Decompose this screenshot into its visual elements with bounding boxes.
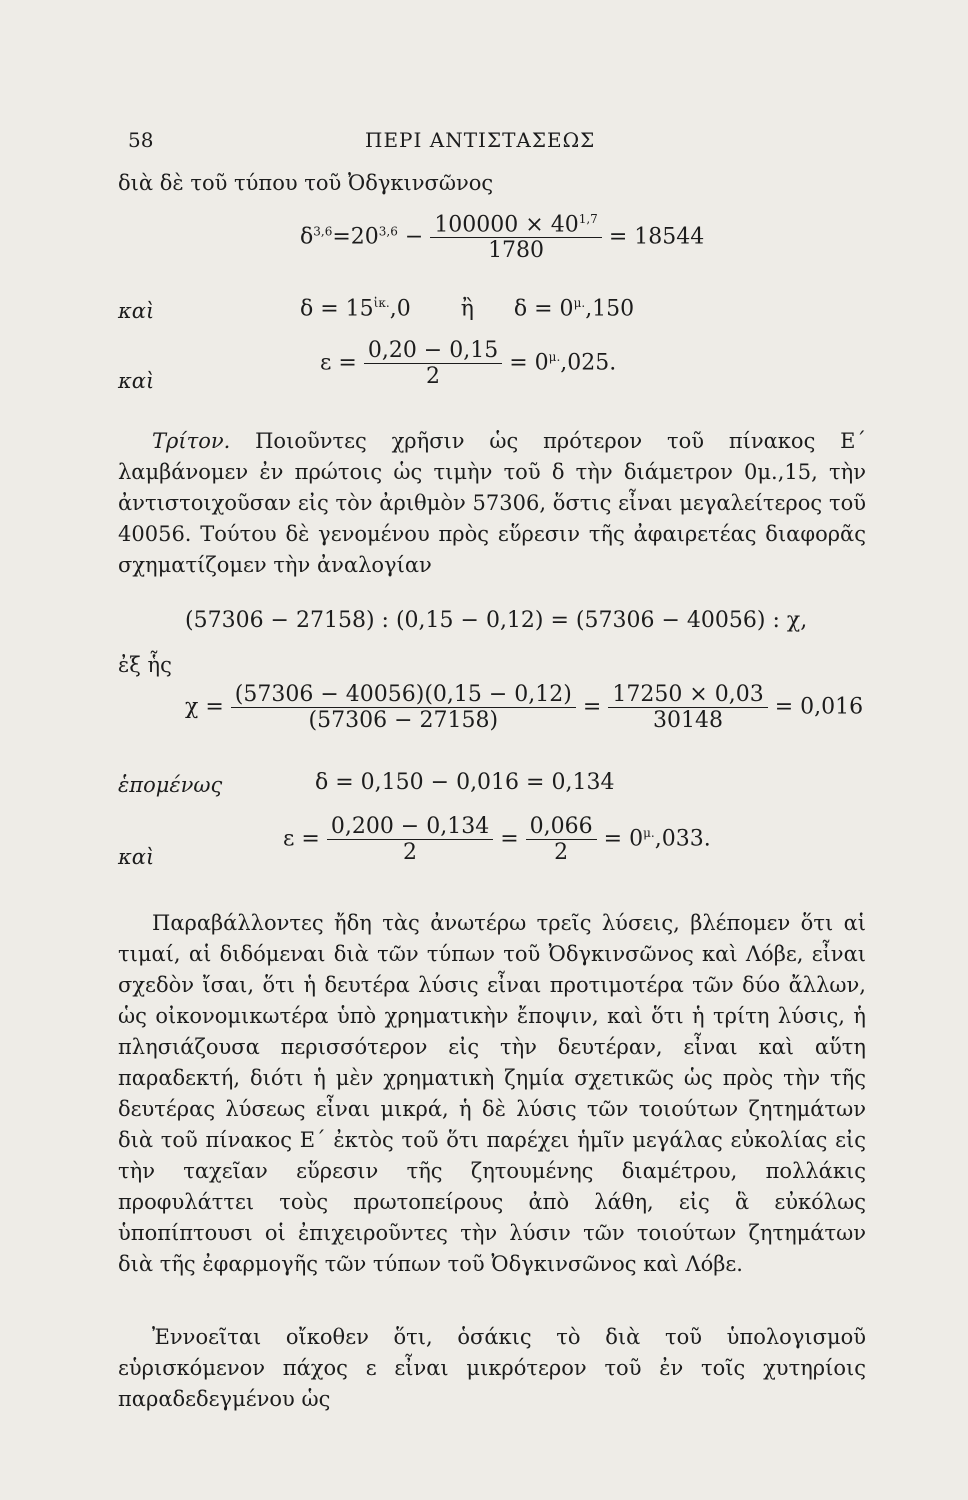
intro-line: διὰ δὲ τοῦ τύπου τοῦ Ὀδγκινσῶνος	[118, 171, 494, 195]
eq1-eq-sign: =	[332, 224, 351, 250]
eq7-result-tail: ,033.	[654, 826, 711, 852]
eq7-fraction-1	[327, 814, 493, 865]
paragraph-third-text: Ποιοῦντες χρῆσιν ὡς πρότερον τοῦ πίνακος Ε΄ λαμβάνομεν ἐν πρώτοις ὡς τιμὴν τοῦ δ τὴν διάμετρον 0μ.,15, τὴν ἀντιστοιχοῦσαν εἰς τὸν ἀριθμὸν 57306, ὅστις εἶναι μεγαλείτερος τοῦ 40056. Τούτου δὲ γενομένου πρὸς εὕρεσιν τῆς ἀφαιρετέας διαφορᾶς σχηματίζομεν τὴν ἀναλογίαν	[118, 429, 866, 577]
equation-1	[300, 212, 704, 263]
eq1-minus: −	[404, 224, 424, 250]
eq7-denominator-1: 2	[403, 840, 418, 865]
eq3-lhs: ε =	[320, 350, 357, 376]
eq3-fraction	[364, 338, 502, 389]
eq3-denominator: 2	[426, 364, 441, 389]
eq7-eq: =	[500, 826, 519, 852]
eq2-right: δ = 0	[513, 296, 574, 322]
paragraph-third-lead: Τρίτον.	[152, 429, 231, 453]
eq7-numerator-1: 0,200 − 0,134	[327, 814, 493, 840]
eq5-denominator-1: (57306 − 27158)	[308, 708, 499, 733]
eq3-word: καὶ	[118, 369, 155, 393]
eq1-result: = 18544	[608, 224, 705, 250]
eq1-base-exp: 3,6	[378, 224, 398, 239]
eq3-numerator: 0,20 − 0,15	[364, 338, 502, 364]
running-title: ΠΕΡΙ ΑΝΤΙΣΤΑΣΕΩΣ	[365, 128, 596, 152]
eq1-lhs: δ	[300, 224, 314, 250]
eq5-fraction-1	[231, 682, 576, 733]
page-number: 58	[128, 128, 154, 152]
eq1-lhs-exp: 3,6	[313, 224, 333, 239]
equation-3	[320, 338, 616, 389]
eq3-result-tail: ,025.	[560, 350, 617, 376]
eq5-lhs: χ =	[185, 694, 224, 720]
eq5-numerator-1: (57306 − 40056)(0,15 − 0,12)	[231, 682, 576, 708]
ex-hes-label: ἐξ ἧς	[118, 653, 172, 677]
equation-6: δ = 0,150 − 0,016 = 0,134	[315, 770, 615, 795]
eq5-fraction-2	[608, 682, 767, 733]
eq7-word: καὶ	[118, 845, 155, 869]
eq7-result-pre: = 0	[603, 826, 644, 852]
eq5-result: = 0,016	[774, 694, 864, 720]
eq3-result-pre: = 0	[509, 350, 549, 376]
eq7-lhs: ε =	[283, 826, 320, 852]
paragraph-third	[118, 426, 866, 581]
eq1-num-exp: 1,7	[578, 212, 598, 226]
eq2-right-unit: μ.	[573, 296, 586, 310]
equation-4: (57306 − 27158) : (0,15 − 0,12) = (57306 − 40056) : χ,	[185, 608, 808, 633]
eq5-eq: =	[582, 694, 602, 720]
eq6-word: ἑπομένως	[118, 773, 223, 797]
eq5-numerator-2: 17250 × 0,03	[608, 682, 767, 708]
eq1-numerator: 100000 × 40	[434, 212, 579, 238]
eq7-fraction-2	[526, 814, 597, 865]
eq2-or: ἢ	[460, 296, 474, 322]
eq2-left: δ = 15	[300, 296, 374, 322]
eq7-numerator-2: 0,066	[526, 814, 597, 840]
equation-7	[283, 814, 711, 865]
eq1-denominator: 1780	[488, 238, 545, 264]
eq3-result-unit: μ.	[548, 350, 561, 365]
paragraph-final: Ἐννοεῖται οἴκοθεν ὅτι, ὁσάκις τὸ διὰ τοῦ ὑπολογισμοῦ εὑρισκόμενον πάχος ε εἶναι μικρότερον τοῦ ἐν τοῖς χυτηρίοις παραδεδεγμένου ὡς	[118, 1325, 866, 1411]
equation-2	[300, 296, 634, 321]
eq5-denominator-2: 30148	[653, 708, 724, 733]
eq2-right-tail: ,150	[585, 296, 635, 322]
eq2-left-tail: ,0	[389, 296, 411, 322]
eq1-fraction	[430, 212, 602, 263]
eq7-result-unit: μ.	[643, 826, 655, 841]
paragraph-comparison: Παραβάλλοντες ἤδη τὰς ἀνωτέρω τρεῖς λύσεις, βλέπομεν ὅτι αἱ τιμαί, αἱ διδόμεναι διὰ τῶν τύπων τοῦ Ὀδγκινσῶνος καὶ Λόβε, εἶναι σχεδὸν ἴσαι, ὅτι ἡ δευτέρα λύσις εἶναι προτιμοτέρα τῶν δύο ἄλλων, ὡς οἰκονομικωτέρα ὑπὸ χρηματικὴν ἔποψιν, καὶ ὅτι ἡ τρίτη λύσις, ἡ πλησιάζουσα περισσότερον εἰς τὴν δευτέραν, εἶναι καὶ αὕτη παραδεκτή, διότι ἡ μὲν χρηματικὴ ζημία σχετικῶς ὡς πρὸς τὴν τῆς δευτέρας λύσεως εἶναι μικρά, ἡ δὲ λύσις τῶν τοιούτων ζητημάτων διὰ τοῦ πίνακος Ε΄ ἐκτὸς τοῦ ὅτι παρέχει ἡμῖν μεγάλας εὐκολίας εἰς τὴν ταχεῖαν εὕρεσιν τῆς ζητουμένης διαμέτρου, πολλάκις προφυλάττει τοὺς πρωτοπείρους ἀπὸ λάθη, εἰς ἃ εὐκόλως ὑποπίπτουσι οἱ ἐπιχειροῦντες τὴν λύσιν τῶν τοιούτων ζητημάτων διὰ τῆς ἐφαρμογῆς τῶν τύπων τοῦ Ὀδγκινσῶνος καὶ Λόβε.	[118, 911, 866, 1276]
equation-5	[185, 682, 863, 733]
eq2-word: καὶ	[118, 299, 155, 323]
eq2-left-unit: ἰκ.	[373, 296, 390, 310]
eq1-base: 20	[350, 224, 379, 250]
eq7-denominator-2: 2	[554, 840, 569, 865]
